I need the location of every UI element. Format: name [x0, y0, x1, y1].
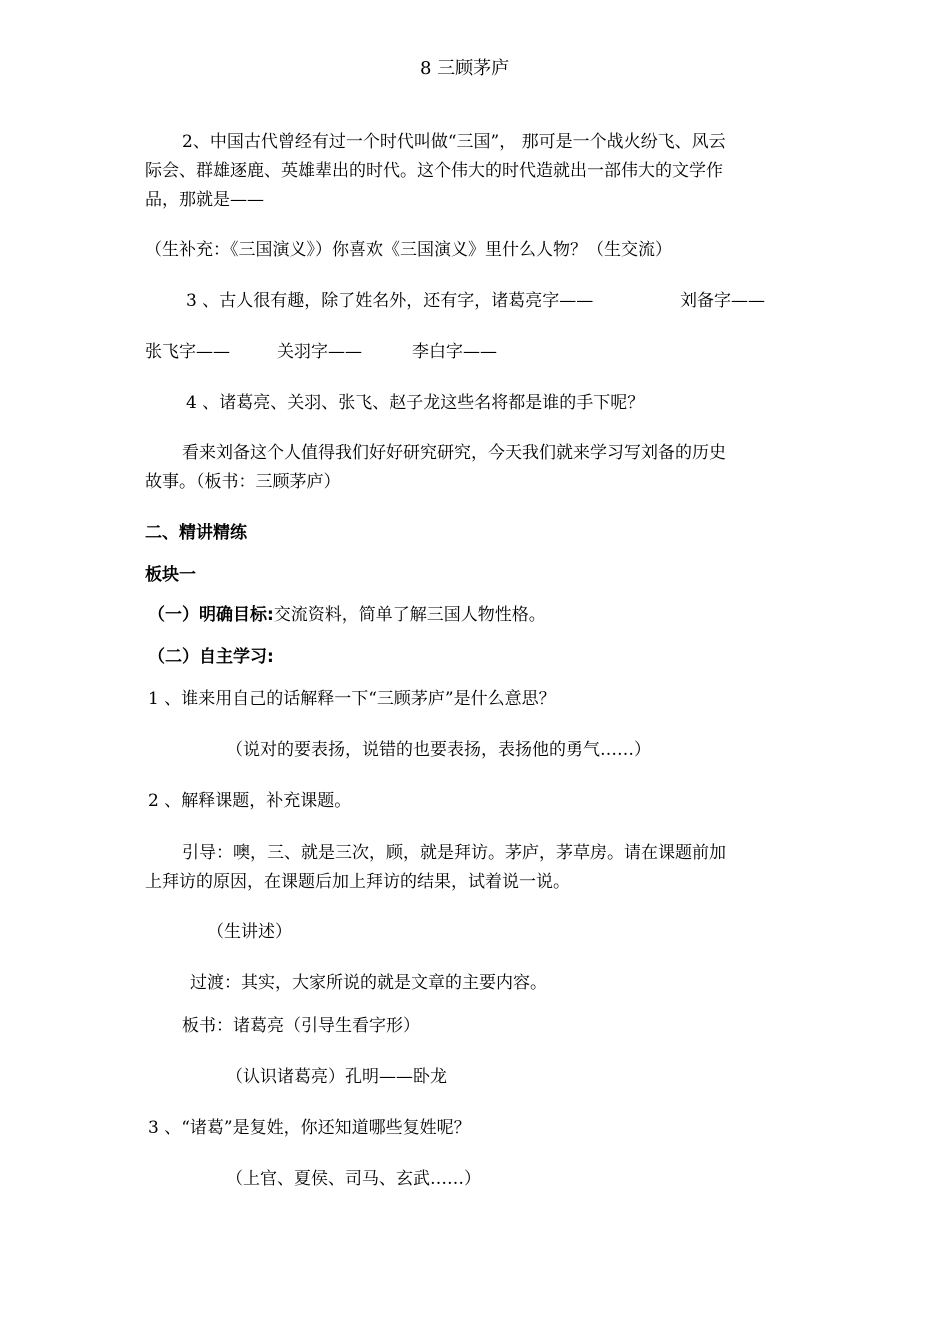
paragraph-5-line-1: 看来刘备这个人值得我们好好研究研究，今天我们就来学习写刘备的历史	[182, 443, 726, 463]
board-line: 板书：诸葛亮（引导生看字形）	[182, 1016, 420, 1036]
paragraph-3-line-1-a: 3 、古人很有趣，除了姓名外，还有字，诸葛亮字——	[186, 291, 594, 311]
paragraph-3-line-2-a: 张飞字——	[145, 342, 230, 362]
question-1: 1 、谁来用自己的话解释一下“三顾茅庐”是什么意思？	[148, 689, 556, 709]
goal-label: （一）明确目标:	[148, 605, 274, 625]
paragraph-2-line-3: 品，那就是——	[145, 190, 264, 210]
paragraph-2-line-1: 2、中国古代曾经有过一个时代叫做“三国”， 那可是一个战火纷飞、风云	[182, 132, 726, 152]
transition-line: 过渡：其实，大家所说的就是文章的主要内容。	[190, 973, 547, 993]
self-study-heading: （二）自主学习:	[148, 647, 274, 667]
guide-line-2: 上拜访的原因，在课题后加上拜访的结果，试着说一说。	[145, 872, 570, 892]
student-narrate: （生讲述）	[207, 922, 292, 942]
paragraph-3-line-2-c: 李白字——	[412, 342, 497, 362]
question-3: 3 、“诸葛”是复姓，你还知道哪些复姓呢？	[148, 1118, 471, 1138]
question-3-answer: （上官、夏侯、司马、玄武……）	[226, 1169, 481, 1189]
section-heading: 二、精讲精练	[145, 523, 247, 543]
goal-line	[148, 604, 546, 626]
goal-text: 交流资料，简单了解三国人物性格。	[273, 605, 546, 625]
paragraph-3-line-2-b: 关羽字——	[277, 342, 362, 362]
paragraph-3-line-1-b: 刘备字——	[680, 291, 765, 311]
paragraph-2-response: （生补充：《三国演义》）你喜欢《三国演义》里什么人物？（生交流）	[145, 240, 672, 260]
block-heading: 板块一	[145, 565, 196, 585]
paragraph-4: 4 、诸葛亮、关羽、张飞、赵子龙这些名将都是谁的手下呢？	[186, 393, 645, 413]
question-1-note: （说对的要表扬，说错的也要表扬，表扬他的勇气……）	[226, 740, 651, 760]
guide-line-1: 引导：噢，三、就是三次，顾，就是拜访。茅庐，茅草房。请在课题前加	[182, 843, 726, 863]
paragraph-2-line-2: 际会、群雄逐鹿、英雄辈出的时代。这个伟大的时代造就出一部伟大的文学作	[145, 161, 723, 181]
paragraph-5-line-2: 故事。（板书：三顾茅庐）	[145, 472, 341, 492]
page-title: 8 三顾茅庐	[420, 58, 510, 79]
recognize-line: （认识诸葛亮）孔明——卧龙	[226, 1067, 447, 1087]
question-2: 2 、解释课题，补充课题。	[148, 791, 352, 811]
